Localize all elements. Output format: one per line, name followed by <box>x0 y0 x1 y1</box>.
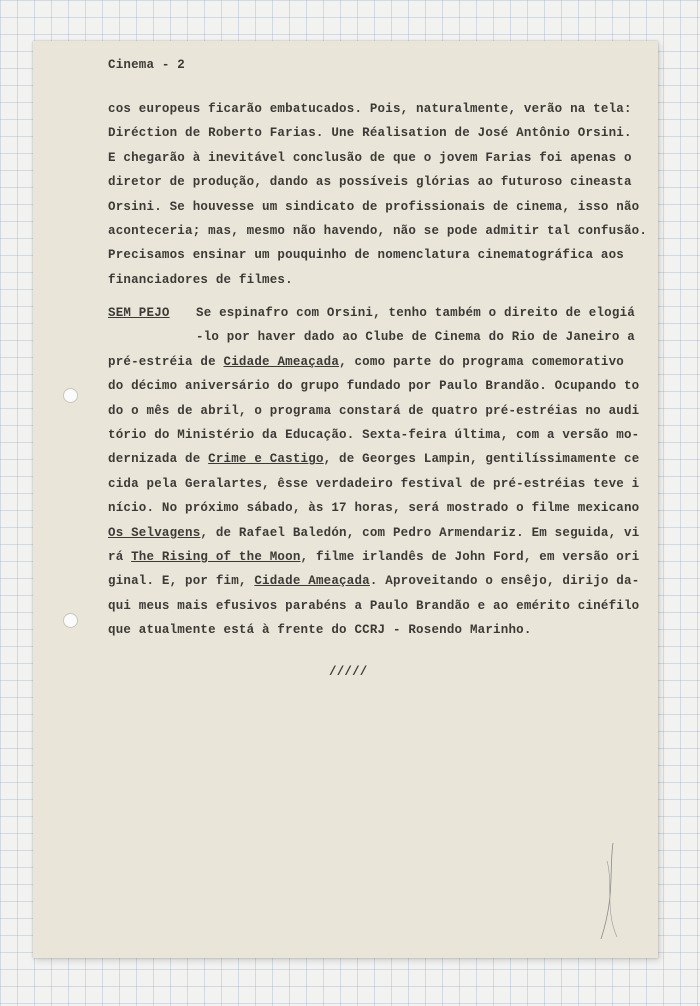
text-line: tório do Ministério da Educação. Sexta-feira última, com a versão mo- <box>108 428 640 443</box>
text-line: do o mês de abril, o programa constará de quatro pré-estréias no audi <box>108 403 640 418</box>
text-line: qui meus mais efusivos parabéns a Paulo Brandão e ao emérito cinéfilo <box>108 598 640 613</box>
punch-hole <box>63 613 78 628</box>
punch-hole <box>63 388 78 403</box>
text-line: -lo por haver dado ao Clube de Cinema do Rio de Janeiro a <box>196 330 635 345</box>
text-line: Orsini. Se houvesse um sindicato de profissionais de cinema, isso não <box>108 199 640 214</box>
text-line: nício. No próximo sábado, às 17 horas, será mostrado o filme mexicano <box>108 501 640 516</box>
film-title: Crime e Castigo <box>208 452 324 467</box>
section-label: SEM PEJO <box>108 306 170 320</box>
text-line: rá The Rising of the Moon, filme irlandês de John Ford, em versão ori <box>108 550 640 565</box>
text-line: E chegarão à inevitável conclusão de que o jovem Farias foi apenas o <box>108 150 632 165</box>
paragraph-1 <box>108 97 647 292</box>
text-line: SEM PEJO Se espinafro com Orsini, tenho também o direito de elogiá <box>108 301 639 325</box>
typewritten-page <box>33 41 658 958</box>
text-line: cida pela Geralartes, êsse verdadeiro festival de pré-estréias teve i <box>108 476 640 491</box>
film-title: Os Selvagens <box>108 525 201 540</box>
page-header: Cinema - 2 <box>108 58 186 72</box>
text-line: ginal. E, por fim, Cidade Ameaçada. Aproveitando o ensêjo, dirijo da- <box>108 574 640 589</box>
paragraph-2 <box>108 301 639 643</box>
text-line: Precisamos ensinar um pouquinho de nomenclatura cinematográfica aos <box>108 248 624 263</box>
film-title: Cidade Ameaçada <box>254 574 370 589</box>
film-title: The Rising of the Moon <box>131 550 301 565</box>
text-line: dernizada de Crime e Castigo, de Georges Lampin, gentilíssimamente ce <box>108 452 640 467</box>
text-line: financiadores de filmes. <box>108 272 293 287</box>
film-title: Cidade Ameaçada <box>223 354 340 369</box>
text-line: cos europeus ficarão embatucados. Pois, naturalmente, verão na tela: <box>108 102 632 116</box>
text-line: diretor de produção, dando as possíveis glórias ao futuroso cineasta <box>108 175 632 190</box>
text-line: Diréction de Roberto Farias. Une Réalisation de José Antônio Orsini. <box>108 126 632 141</box>
pen-mark <box>593 841 623 941</box>
text-line: aconteceria; mas, mesmo não havendo, não se pode admitir tal confusão. <box>108 224 648 239</box>
text-line: do décimo aniversário do grupo fundado por Paulo Brandão. Ocupando to <box>108 379 640 394</box>
ending-mark: ///// <box>329 665 368 679</box>
text-line: Os Selvagens, de Rafael Baledón, com Pedro Armendariz. Em seguida, vi <box>108 525 640 540</box>
text-line: que atualmente está à frente do CCRJ - Rosendo Marinho. <box>108 623 532 638</box>
text-line: pré-estréia de Cidade Ameaçada, como parte do programa comemorativo <box>108 354 625 369</box>
